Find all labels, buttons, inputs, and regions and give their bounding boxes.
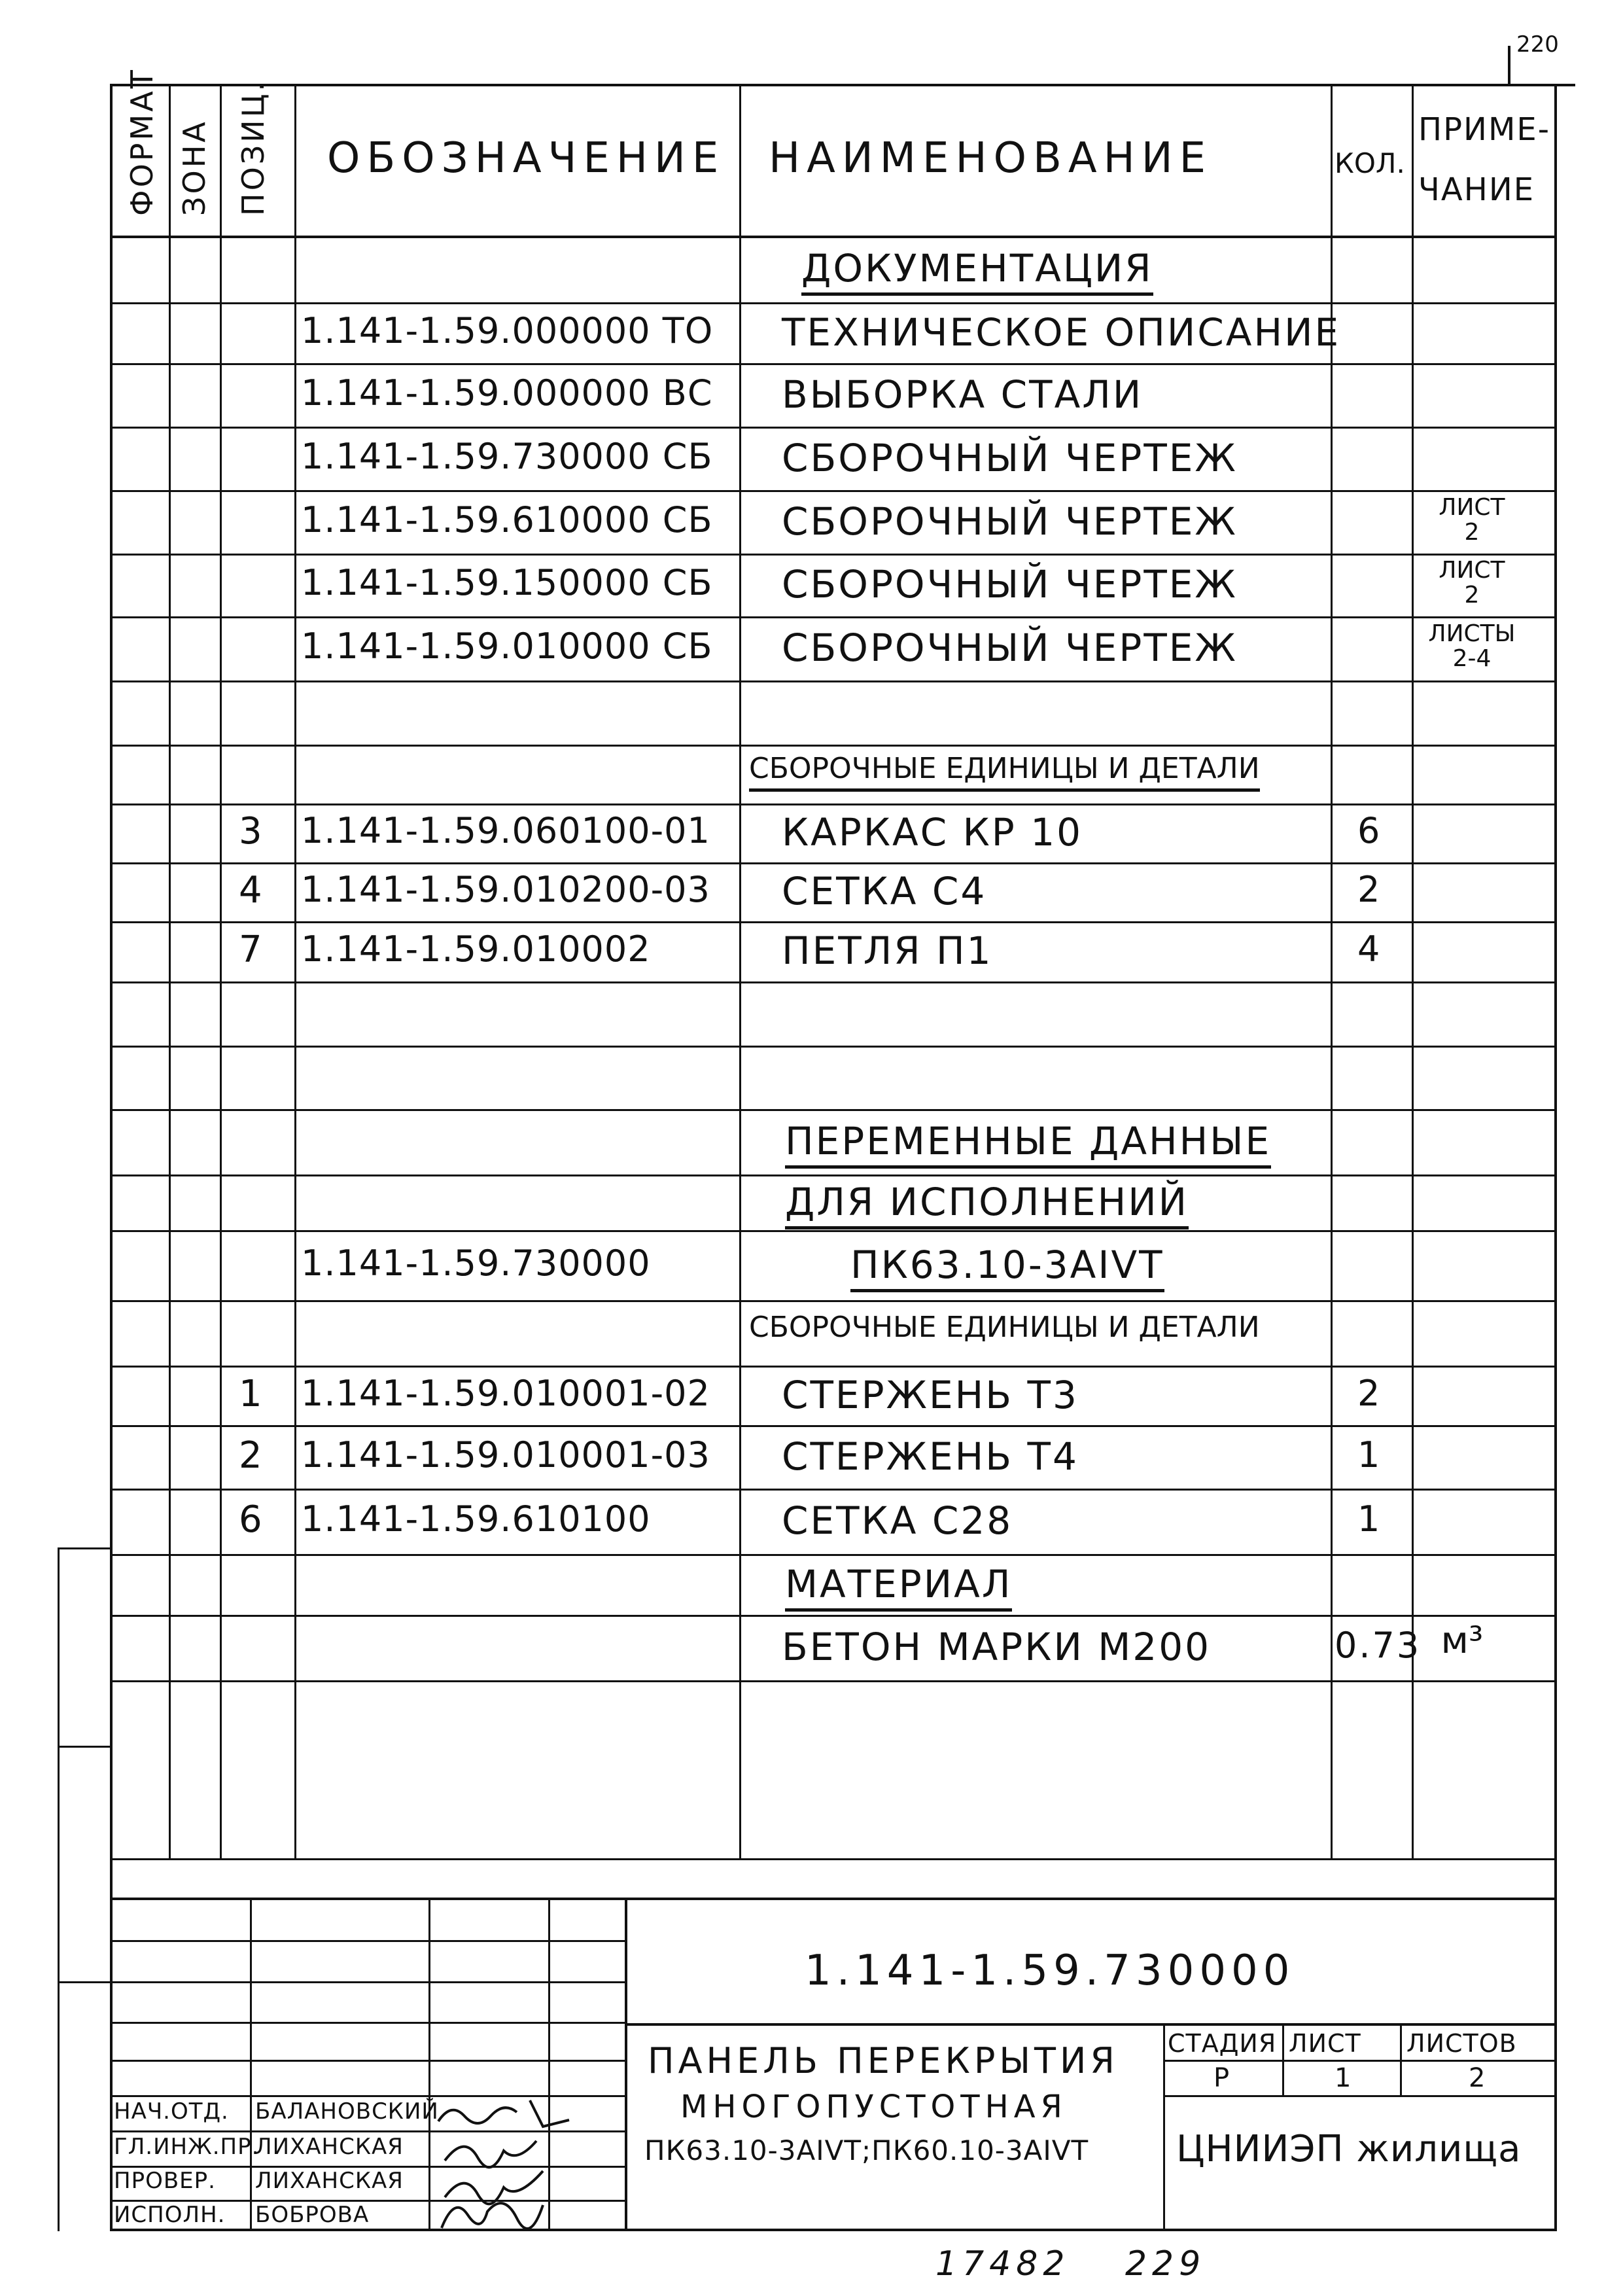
row-line <box>110 363 1557 365</box>
header-note-line2: ЧАНИЕ <box>1418 171 1535 208</box>
row-line <box>110 921 1557 923</box>
frame-right-line <box>1554 84 1557 2231</box>
row-position: 4 <box>239 869 264 911</box>
row-line <box>110 862 1557 864</box>
row-designation: 1.141-1.59.730000 <box>301 1242 651 1284</box>
row-designation: 1.141-1.59.010001-02 <box>301 1372 710 1414</box>
sheets-value: 2 <box>1469 2063 1486 2093</box>
role-head-dept: НАЧ.ОТД. <box>114 2098 229 2125</box>
row-designation: 1.141-1.59.730000 СБ <box>301 435 713 477</box>
role-executed: ИСПОЛН. <box>114 2202 226 2228</box>
col-divider-designation <box>739 84 741 1858</box>
row-name: СБОРОЧНЫЕ ЕДИНИЦЫ И ДЕТАЛИ <box>749 754 1260 792</box>
row-designation: 1.141-1.59.000000 ВС <box>301 372 713 414</box>
row-line <box>110 1109 1557 1111</box>
stage-label: СТАДИЯ <box>1168 2029 1277 2058</box>
row-designation: 1.141-1.59.060100-01 <box>301 810 710 851</box>
side-margin-tick-3 <box>58 1981 111 1983</box>
row-name: СЕТКА С4 <box>782 869 987 913</box>
row-name: БЕТОН МАРКИ М200 <box>782 1625 1212 1669</box>
row-quantity: 0.73 <box>1335 1625 1422 1666</box>
titleblock-main-divider <box>625 1898 627 2231</box>
row-line <box>110 1174 1557 1176</box>
row-note-line2: 2 <box>1464 582 1480 609</box>
row-name: СТЕРЖЕНЬ Т3 <box>782 1372 1079 1417</box>
frame-top-line <box>110 84 1575 86</box>
header-format: ФОРМАТ <box>124 67 160 216</box>
row-position: 7 <box>239 928 264 971</box>
row-name: ПЕТЛЯ П1 <box>782 928 993 973</box>
title-line-2: МНОГОПУСТОТНАЯ <box>680 2089 1068 2125</box>
row-designation: 1.141-1.59.010002 <box>301 928 651 970</box>
sheet-value: 1 <box>1335 2063 1352 2093</box>
row-line <box>110 1680 1557 1682</box>
organization: ЦНИИЭП жилища <box>1176 2128 1522 2170</box>
row-name: ДЛЯ ИСПОЛНЕНИЙ <box>785 1183 1189 1229</box>
row-line <box>110 1425 1557 1427</box>
tb-stage-value-line <box>1163 2095 1557 2097</box>
row-name: СБОРОЧНЫЙ ЧЕРТЕЖ <box>782 626 1238 670</box>
row-name: СБОРОЧНЫЙ ЧЕРТЕЖ <box>782 499 1238 544</box>
side-margin-tick-1 <box>58 1547 111 1549</box>
row-quantity: 2 <box>1357 869 1382 910</box>
header-note-line1: ПРИМЕ- <box>1418 111 1551 148</box>
row-note-line1: м³ <box>1440 1619 1484 1662</box>
row-note-line2: 2-4 <box>1452 645 1492 672</box>
row-name: ДОКУМЕНТАЦИЯ <box>801 249 1153 296</box>
row-note-line2: 2 <box>1464 518 1480 546</box>
row-designation: 1.141-1.59.010200-03 <box>301 869 710 910</box>
header-position: ПОЗИЦ. <box>236 79 271 216</box>
row-position: 2 <box>239 1434 264 1477</box>
row-name: СБОРОЧНЫЙ ЧЕРТЕЖ <box>782 435 1238 480</box>
row-line <box>110 1300 1557 1302</box>
row-note-line1: ЛИСТЫ <box>1428 620 1516 647</box>
row-line <box>110 554 1557 556</box>
tb-stage-col <box>1282 2023 1284 2095</box>
row-name: СЕТКА С28 <box>782 1498 1013 1543</box>
row-line <box>110 616 1557 618</box>
col-divider-zone <box>220 84 222 1858</box>
role-chief-engineer: ГЛ.ИНЖ.ПР. <box>114 2134 260 2160</box>
name-chief-engineer: ЛИХАНСКАЯ <box>255 2134 404 2160</box>
header-zone: ЗОНА <box>177 119 212 216</box>
header-designation: ОБОЗНАЧЕНИЕ <box>327 134 725 183</box>
row-name: МАТЕРИАЛ <box>785 1565 1012 1612</box>
row-line <box>110 1046 1557 1048</box>
tb-row-line-2 <box>110 1981 625 1983</box>
tb-row-line-1 <box>110 1940 625 1942</box>
side-margin-tick-2 <box>58 1746 111 1748</box>
name-head-dept: БАЛАНОВСКИЙ <box>255 2098 439 2125</box>
row-position: 6 <box>239 1498 264 1541</box>
frame-bottom-line <box>110 2229 1557 2231</box>
row-line <box>110 981 1557 983</box>
row-name: ПЕРЕМЕННЫЕ ДАННЫЕ <box>785 1122 1271 1169</box>
row-name: СБОРОЧНЫЕ ЕДИНИЦЫ И ДЕТАЛИ <box>749 1311 1260 1344</box>
row-designation: 1.141-1.59.010000 СБ <box>301 626 713 667</box>
row-name: ТЕХНИЧЕСКОЕ ОПИСАНИЕ <box>782 309 1341 355</box>
row-line <box>110 1366 1557 1368</box>
frame-left-line <box>110 84 113 2231</box>
tb-col-name <box>428 1898 430 2231</box>
header-qty: КОЛ. <box>1335 147 1405 179</box>
sheet-label: ЛИСТ <box>1289 2029 1361 2058</box>
header-name: НАИМЕНОВАНИЕ <box>769 134 1213 183</box>
row-position: 1 <box>239 1372 264 1415</box>
titleblock-top-line <box>110 1898 1557 1900</box>
row-line <box>110 1615 1557 1617</box>
row-name: СТЕРЖЕНЬ Т4 <box>782 1434 1079 1479</box>
corner-mark: 220 <box>1516 31 1559 58</box>
row-designation: 1.141-1.59.610000 СБ <box>301 499 713 540</box>
spec-bottom-line <box>110 1858 1557 1860</box>
row-name: КАРКАС КР 10 <box>782 810 1083 855</box>
row-designation: 1.141-1.59.150000 СБ <box>301 562 713 603</box>
row-position: 3 <box>239 810 264 853</box>
row-quantity: 1 <box>1357 1434 1382 1475</box>
row-line <box>110 302 1557 304</box>
row-note-line1: ЛИСТ <box>1439 557 1505 584</box>
name-executed: БОБРОВА <box>255 2202 370 2228</box>
tb-row-line-3 <box>110 2022 625 2024</box>
role-checked: ПРОВЕР. <box>114 2168 216 2194</box>
row-quantity: 4 <box>1357 928 1382 970</box>
sheets-label: ЛИСТОВ <box>1406 2029 1517 2058</box>
title-line-1: ПАНЕЛЬ ПЕРЕКРЫТИЯ <box>648 2040 1119 2081</box>
row-line <box>110 804 1557 805</box>
row-designation: 1.141-1.59.000000 ТО <box>301 309 714 351</box>
tb-title-divider <box>1163 2023 1165 2231</box>
name-checked: ЛИХАНСКАЯ <box>255 2168 404 2194</box>
corner-tick <box>1508 46 1510 85</box>
row-line <box>110 490 1557 492</box>
tb-stage-header-line <box>1163 2060 1557 2062</box>
row-quantity: 1 <box>1357 1498 1382 1540</box>
row-designation: 1.141-1.59.010001-03 <box>301 1434 710 1475</box>
col-divider-qty <box>1412 84 1414 1858</box>
row-name: СБОРОЧНЫЙ ЧЕРТЕЖ <box>782 562 1238 607</box>
row-name: ВЫБОРКА СТАЛИ <box>782 372 1143 417</box>
col-divider-format <box>169 84 171 1858</box>
stage-value: Р <box>1213 2063 1230 2093</box>
row-note-line1: ЛИСТ <box>1439 493 1505 521</box>
col-divider-pos <box>294 84 296 1858</box>
tb-col-role <box>250 1898 252 2231</box>
row-quantity: 6 <box>1357 810 1382 851</box>
side-margin-line <box>58 1547 60 2231</box>
tb-docnum-bottom <box>625 2023 1557 2026</box>
row-designation: 1.141-1.59.610100 <box>301 1498 651 1540</box>
footer-number: 17482 229 <box>935 2244 1206 2284</box>
row-line <box>110 1230 1557 1232</box>
signature-scribbles <box>432 2081 589 2231</box>
row-name: ПК63.10-3АIVТ <box>850 1246 1164 1292</box>
row-quantity: 2 <box>1357 1372 1382 1414</box>
row-line <box>110 427 1557 429</box>
header-bottom-line <box>110 236 1557 238</box>
tb-sheet-col <box>1400 2023 1402 2095</box>
title-line-3: ПК63.10-3АIVТ;ПК60.10-3АIVТ <box>644 2134 1089 2166</box>
row-line <box>110 745 1557 747</box>
row-line <box>110 680 1557 682</box>
row-line <box>110 1554 1557 1556</box>
row-line <box>110 1489 1557 1491</box>
doc-number: 1.141-1.59.730000 <box>805 1947 1295 1995</box>
tb-row-line-4 <box>110 2060 625 2062</box>
